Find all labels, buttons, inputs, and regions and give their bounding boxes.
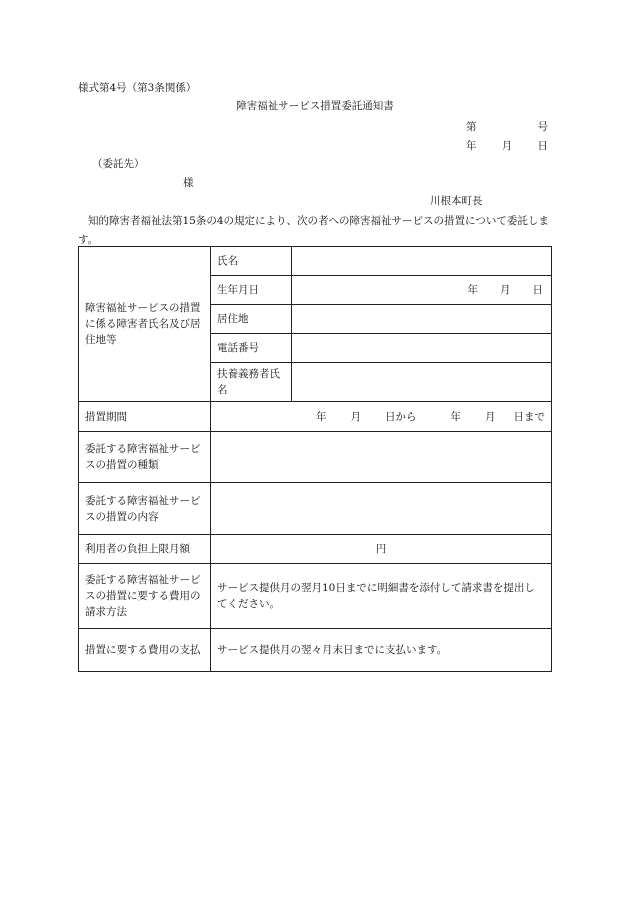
period-field[interactable] xyxy=(211,402,552,432)
guardian-field[interactable] xyxy=(292,363,552,402)
period-start-day: 日から xyxy=(385,410,417,423)
birth-day: 日 xyxy=(532,284,543,296)
table-row xyxy=(79,247,552,276)
payment-value: サービス提供月の翌々月末日までに支払います。 xyxy=(211,629,552,672)
birthdate-label: 生年月日 xyxy=(211,276,292,305)
table-row xyxy=(79,629,552,672)
form-id: 様式第4号（第3条関係） xyxy=(78,82,197,94)
birth-year: 年 xyxy=(467,284,478,296)
period-start-year: 年 xyxy=(316,410,327,423)
payment-label: 措置に要する費用の支払 xyxy=(79,629,211,672)
name-field[interactable] xyxy=(292,247,552,276)
burden-unit: 円 xyxy=(375,543,387,555)
issue-date xyxy=(466,139,548,153)
billing-label: 委託する障害福祉サービスの措置に要する費用の請求方法 xyxy=(79,564,211,629)
guardian-label: 扶養義務者氏名 xyxy=(211,363,292,402)
issue-day: 日 xyxy=(537,140,548,152)
service-content-field[interactable] xyxy=(211,483,552,535)
recipient-honorific: 様 xyxy=(183,177,194,189)
birthdate-field[interactable] xyxy=(292,276,552,305)
birth-month: 月 xyxy=(500,284,511,296)
issue-year: 年 xyxy=(466,140,477,152)
issuer: 川根本町長 xyxy=(430,195,483,207)
recipient-label: （委託先） xyxy=(92,158,145,170)
number-suffix: 号 xyxy=(537,121,548,133)
period-end-day: 日まで xyxy=(513,410,545,423)
table-row xyxy=(79,402,552,432)
burden-label: 利用者の負担上限月額 xyxy=(79,535,211,564)
notice-table xyxy=(78,246,552,672)
intro-text: 知的障害者福祉法第15条の4の規定により、次の者への障害福祉サービスの措置について委託します。 xyxy=(78,215,549,246)
table-row xyxy=(79,535,552,564)
period-start-month: 月 xyxy=(350,410,361,423)
residence-label: 居住地 xyxy=(211,305,292,334)
period-end-month: 月 xyxy=(485,410,496,423)
number-prefix: 第 xyxy=(466,121,477,133)
service-type-label: 委託する障害福祉サービスの措置の種類 xyxy=(79,432,211,483)
residence-field[interactable] xyxy=(292,305,552,334)
period-label: 措置期間 xyxy=(79,402,211,432)
billing-value: サービス提供月の翌月10日までに明細書を添付して請求書を提出してください。 xyxy=(211,564,552,629)
service-type-field[interactable] xyxy=(211,432,552,483)
table-row xyxy=(79,564,552,629)
period-end-year: 年 xyxy=(450,410,461,423)
person-group-label: 障害福祉サービスの措置に係る障害者氏名及び居住地等 xyxy=(79,247,211,402)
document-title: 障害福祉サービス措置委託通知書 xyxy=(236,100,394,112)
name-label: 氏名 xyxy=(211,247,292,276)
issue-month: 月 xyxy=(501,140,513,152)
phone-label: 電話番号 xyxy=(211,334,292,363)
table-row xyxy=(79,483,552,535)
burden-field[interactable] xyxy=(211,535,552,564)
table-row xyxy=(79,432,552,483)
service-content-label: 委託する障害福祉サービスの措置の内容 xyxy=(79,483,211,535)
phone-field[interactable] xyxy=(292,334,552,363)
document-number xyxy=(466,120,548,134)
